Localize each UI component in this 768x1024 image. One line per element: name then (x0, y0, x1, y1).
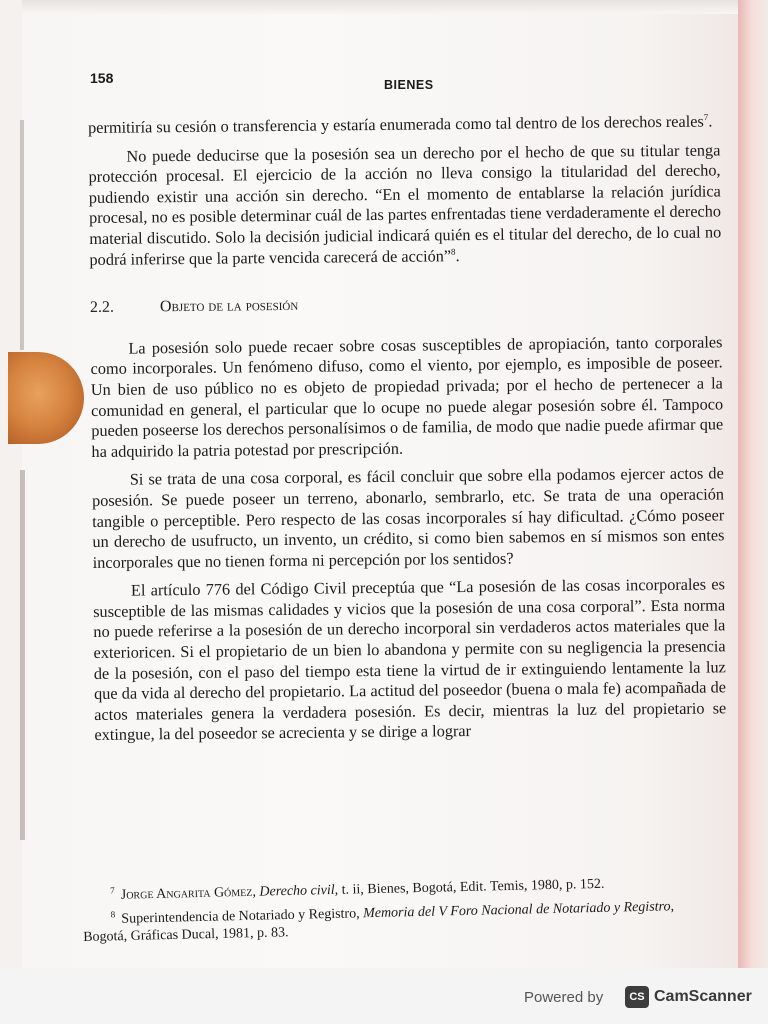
binding-shadow (20, 120, 24, 350)
paragraph: permitiría su cesión o transferencia y estaría enumerada como tal dentro de los derechos reales$^7$. (88, 111, 713, 137)
camscanner-brand: CamScanner (654, 988, 752, 1005)
footnote-7: $^7$ Jorge Angarita Gómez, Derecho civil, t. ii, Bienes, Bogotá, Edit. Temis, 1980, p. 152. (110, 876, 605, 903)
section-heading (90, 292, 722, 319)
page-top-shadow (22, 0, 748, 14)
paragraph: Si se trata de una cosa corporal, es fácil concluir que sobre ella podamos ejercer actos de posesión. Se puede poseer un terreno, abonarlo, sembrarlo, etc. Se trata de una operación tangible o perceptible. Pero respecto de las cosas incorporales sí hay dificultad. ¿Cómo poseer un derecho de usufructo, un invento, un crédito, si como bien sabemos en sí mismos son entes incorporales que no tienen forma ni percepción por los sentidos? (91, 463, 725, 572)
footnote-ref: 8 (450, 246, 456, 257)
page-number: 158 (90, 70, 114, 86)
footnote-ref: 7 (703, 112, 709, 123)
section-title: Objeto de la posesión (159, 296, 299, 316)
page-edge (738, 0, 768, 968)
paragraph: El artículo 776 del Código Civil preceptúa que “La posesión de las cosas incorporales es susceptible de las mismas calidades y vicios que la posesión de una cosa corporal”. Esta norma no puede referirse a la posesión de un derecho incorporal sin verdaderos actos materiales que la exterioricen. Si el propietario de un bien lo abandona y permite con su negligencia la presencia de la posesión, con el paso del tiempo esta tiene la virtud de ir extinguiendo lentamente la luz que da vida al derecho del propietario. La actitud del poseedor (buena o mala fe) acompañada de actos materiales genera la verdadera posesión. Es decir, mientras la luz del propietario se extingue, la del poseedor se acrecienta y se dirige a lograr (93, 574, 727, 745)
running-title: BIENES (384, 78, 434, 92)
body-text (88, 111, 727, 746)
section-number: 2.2. (89, 298, 115, 317)
camscanner-logo-icon: CS (625, 986, 649, 1008)
powered-by-label: Powered by (524, 989, 604, 1006)
paragraph: No puede deducirse que la posesión sea un derecho por el hecho de que su titular tenga protección procesal. El ejercicio de la acción no lleva consigo la titularidad del derecho, pudiendo existir una acción sin derecho. “En el momento de entablarse la relación jurídica procesal, no es posible determinar cuál de las partes enfrentadas tiene verdaderamente el derecho material discutido. Solo la decisión judicial indicará quién es el titular del derecho, de lo cual no podrá inferirse que la parte vencida carecerá de acción”$^8$. (88, 139, 722, 269)
paragraph: La posesión solo puede recaer sobre cosas susceptibles de apropiación, tanto corporales como incorporales. Un fenómeno difuso, como el viento, por ejemplo, es imposible de poseer. Un bien de uso público no es objeto de propiedad privada; por el hecho de pertenecer a la comunidad en general, el particular que lo ocupe no puede alegar posesión sobre él. Tampoco pueden poseerse los derechos personalísimos o de familia, de modo que nadie puede afirmar que ha adquirido la patria potestad por prescripción. (90, 332, 724, 461)
scanner-footer (0, 968, 768, 1024)
binding-shadow (20, 470, 25, 840)
footnote-8: $^8$ Superintendencia de Notariado y Registro, Memoria del V Foro Nacional de Notariado y Registro, Bogotá, Gráficas Ducal, 1981, p. 83. (83, 898, 675, 946)
